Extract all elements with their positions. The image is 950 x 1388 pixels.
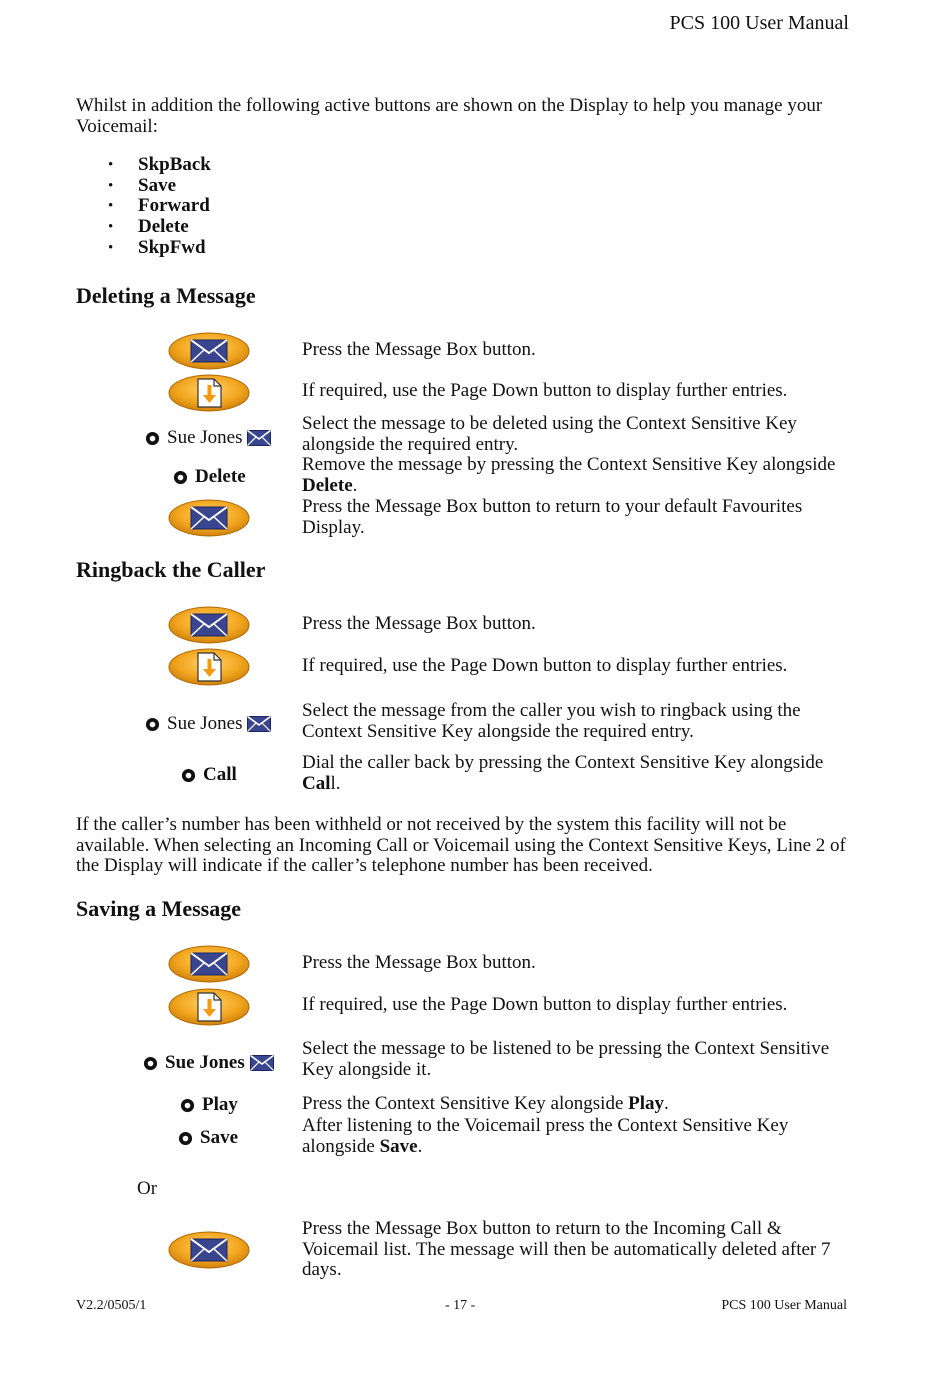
ringback-note-paragraph: If the caller’s number has been withheld or not received by the system this facility will not be available. When selecting an Incoming Call or Voicemail using the Context Sensitive Keys, Line 2 of the Display will indicate if the caller’s telephone number has been received. [76, 814, 846, 876]
message-box-button-icon [168, 945, 250, 983]
step-text: l. [330, 772, 341, 794]
voicemail-button-list [108, 155, 211, 258]
context-key-call [181, 764, 237, 786]
context-key-label: Delete [195, 466, 246, 487]
step-text: Press the Context Sensitive Key alongside [302, 1093, 629, 1114]
step-text: After listening to the Voicemail press the Context Sensitive Key alongside [302, 1115, 789, 1157]
context-key-dot-icon [180, 1098, 195, 1113]
deleting-step-4 [302, 455, 862, 496]
footer-page-number: - 17 - [445, 1298, 476, 1313]
context-key-sue-jones [145, 427, 271, 449]
context-key-label: Sue Jones [167, 713, 243, 734]
step-text: Dial the caller back by pressing the Context Sensitive Key alongside [302, 752, 824, 773]
step-text: . [352, 474, 358, 496]
deleting-step-1: Press the Message Box button. [302, 339, 536, 360]
section-heading-saving: Saving a Message [76, 896, 241, 921]
section-heading-ringback: Ringback the Caller [76, 557, 266, 582]
context-key-dot-icon [145, 717, 160, 732]
message-box-button-icon [168, 606, 250, 644]
step-text-bold: Cal [302, 772, 331, 794]
context-key-label: Sue Jones [165, 1052, 245, 1073]
section-heading-deleting: Deleting a Message [76, 283, 256, 308]
message-box-button-icon [168, 499, 250, 537]
ringback-step-2: If required, use the Page Down button to display further entries. [302, 655, 788, 676]
list-item: • SkpBack [108, 155, 211, 176]
list-item: • Save [108, 176, 211, 197]
message-box-button-icon [168, 332, 250, 370]
context-key-dot-icon [143, 1056, 158, 1071]
ringback-step-4 [302, 753, 862, 794]
context-key-label: Call [203, 764, 237, 785]
step-text: . [664, 1093, 669, 1114]
saving-step-6: Press the Message Box button to return to the Incoming Call & Voicemail list. The message will then be automatically deleted after 7 days. [302, 1218, 831, 1280]
context-key-sue-jones [143, 1052, 274, 1074]
saving-step-5 [302, 1116, 862, 1157]
page-down-button-icon [168, 988, 250, 1026]
page-down-button-icon [168, 374, 250, 412]
step-text: Remove the message by pressing the Context Sensitive Key alongside [302, 454, 836, 475]
deleting-step-5: Press the Message Box button to return to your default Favourites Display. [302, 496, 803, 538]
context-key-dot-icon [181, 768, 196, 783]
envelope-icon [247, 716, 271, 732]
context-key-label: Sue Jones [167, 427, 243, 448]
envelope-icon [250, 1055, 274, 1071]
list-item: • SkpFwd [108, 238, 211, 259]
step-text: . [417, 1135, 423, 1157]
page-down-button-icon [168, 648, 250, 686]
page-header-title: PCS 100 User Manual [669, 12, 849, 34]
deleting-step-2: If required, use the Page Down button to display further entries. [302, 380, 788, 401]
list-item: • Delete [108, 217, 211, 238]
context-key-sue-jones [145, 713, 271, 735]
step-text-bold: Play [628, 1093, 665, 1114]
intro-paragraph: Whilst in addition the following active buttons are shown on the Display to help you manage your Voicemail: [76, 95, 823, 137]
context-key-dot-icon [173, 470, 188, 485]
context-key-label: Play [202, 1094, 238, 1115]
saving-step-3: Select the message to be listened to be pressing the Context Sensitive Key alongside it. [302, 1038, 830, 1080]
list-item: • Forward [108, 196, 211, 217]
ringback-step-3: Select the message from the caller you wish to ringback using the Context Sensitive Key alongside the required entry. [302, 700, 801, 742]
saving-step-4 [302, 1094, 862, 1115]
saving-step-2: If required, use the Page Down button to display further entries. [302, 994, 788, 1015]
context-key-play [180, 1094, 238, 1116]
footer-version: V2.2/0505/1 [76, 1298, 147, 1313]
context-key-label: Save [200, 1127, 238, 1148]
message-box-button-icon [168, 1231, 250, 1269]
context-key-dot-icon [178, 1131, 193, 1146]
context-key-dot-icon [145, 431, 160, 446]
context-key-delete [173, 466, 246, 488]
footer-title: PCS 100 User Manual [721, 1298, 847, 1313]
step-text-bold: Save [379, 1135, 418, 1157]
deleting-step-3: Select the message to be deleted using the Context Sensitive Key alongside the required entry. [302, 413, 797, 455]
ringback-step-1: Press the Message Box button. [302, 613, 536, 634]
step-text-bold: Delete [302, 474, 353, 496]
context-key-save [178, 1127, 238, 1149]
saving-step-1: Press the Message Box button. [302, 952, 536, 973]
or-label: Or [137, 1178, 158, 1199]
envelope-icon [247, 430, 271, 446]
